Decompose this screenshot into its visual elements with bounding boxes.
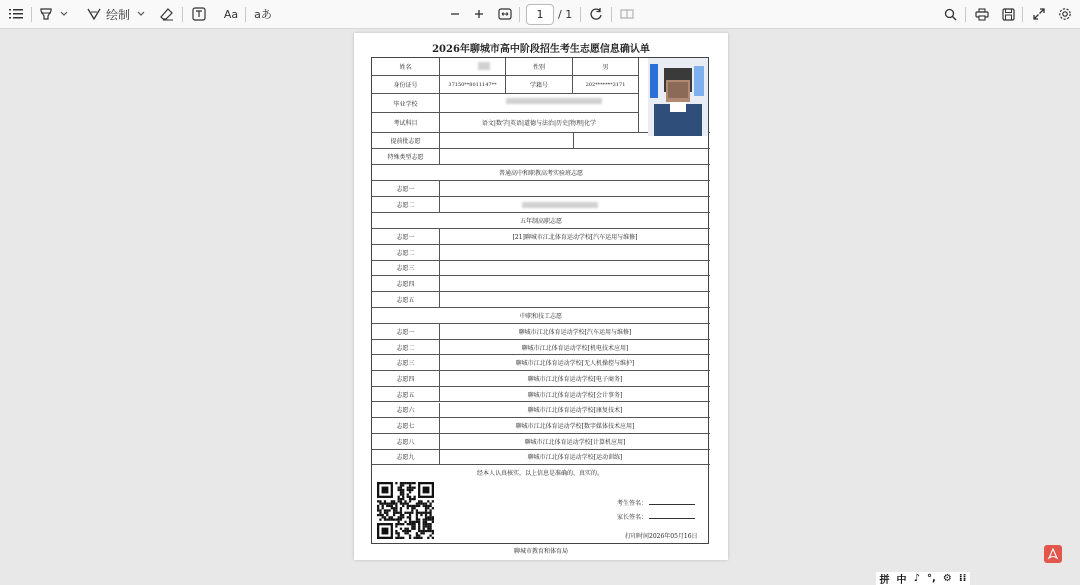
vocational-wish-label: 志愿三: [372, 355, 440, 371]
text-box-icon[interactable]: [191, 6, 207, 22]
settings-gear-icon[interactable]: [1057, 6, 1073, 22]
five-year-wish-label: 志愿三: [372, 261, 440, 277]
toolbar-divider: [31, 7, 32, 22]
ime-chinese-mode[interactable]: 中: [896, 575, 907, 585]
vocational-wish-label: 志愿二: [372, 340, 440, 356]
toolbar-divider: [519, 7, 520, 22]
vocational-wish-label: 志愿六: [372, 403, 440, 419]
vocational-wish-label: 志愿八: [372, 434, 440, 450]
school-label: 毕业学校: [372, 94, 440, 113]
name-label: 姓名: [372, 58, 440, 76]
page-number-input[interactable]: 1: [526, 4, 554, 25]
gender-label: 性别: [506, 58, 573, 76]
document-title: 2026年聊城市高中阶段招生考生志愿信息确认单: [432, 44, 650, 55]
five-year-wish-value: [440, 276, 710, 292]
five-year-wish-value: [440, 261, 710, 277]
redacted-school: [506, 98, 602, 104]
redacted-wish: [522, 202, 598, 208]
student-photo: [648, 58, 708, 136]
fit-page-icon[interactable]: [497, 6, 513, 22]
special-type-value: [440, 149, 710, 165]
vocational-wish-label: 志愿一: [372, 324, 440, 340]
redacted-name: [478, 62, 490, 70]
vocational-wish-value: 聊城市江北体育运动学校[电子商务]: [440, 371, 710, 387]
page-view-icon[interactable]: [619, 6, 635, 22]
toolbar-divider: [611, 7, 612, 22]
id-label: 身份证号: [372, 76, 440, 94]
vocational-wish-value: 聊城市江北体育运动学校[康复技术]: [440, 403, 710, 419]
vocational-wish-value: 聊城市江北体育运动学校[数字媒体技术应用]: [440, 418, 710, 434]
pdf-page: [354, 33, 728, 560]
vocational-wish-label: 志愿四: [372, 371, 440, 387]
zoom-in-icon[interactable]: [471, 6, 487, 22]
student-number-label: 学籍号: [506, 76, 573, 94]
vocational-wish-label: 志愿五: [372, 387, 440, 403]
print-icon[interactable]: [974, 6, 990, 22]
ime-punctuation-icon[interactable]: °,: [927, 573, 936, 584]
draw-button[interactable]: 绘制: [106, 7, 131, 22]
section-five-year-header: 五年制高职志愿: [372, 213, 710, 229]
print-time: 打印时间2026年05月16日: [625, 533, 698, 540]
vocational-wish-value: 聊城市江北体育运动学校[运动训练]: [440, 450, 710, 466]
ime-settings-icon[interactable]: ⚙: [942, 573, 952, 584]
gender-value: 男: [573, 58, 639, 76]
rotate-icon[interactable]: [588, 6, 604, 22]
student-signature: [617, 498, 695, 507]
ime-menu-icon[interactable]: ⁞⁞: [958, 573, 967, 584]
toolbar-divider: [1022, 7, 1023, 22]
qr-code: [377, 482, 434, 539]
highlight-dropdown-icon[interactable]: [58, 8, 70, 20]
five-year-wish-label: 志愿五: [372, 292, 440, 308]
parent-signature-label: 家长签名：: [617, 514, 648, 521]
toolbar-divider: [182, 7, 183, 22]
signature-line: [649, 499, 695, 505]
toolbar-divider: [580, 7, 581, 22]
five-year-wish-value: [21]聊城市江北体育运动学校[汽车运用与维修]: [440, 229, 710, 245]
save-icon[interactable]: [1000, 6, 1016, 22]
fullscreen-icon[interactable]: [1031, 6, 1047, 22]
vocational-wish-value: 聊城市江北体育运动学校[计算机应用]: [440, 434, 710, 450]
section-vocational-header: 中职和技工志愿: [372, 308, 710, 324]
vocational-wish-label: 志愿九: [372, 450, 440, 466]
highlight-icon[interactable]: [38, 6, 54, 22]
early-batch-value: [440, 133, 574, 149]
toolbar-divider: [965, 7, 966, 22]
section-general-header: 普通高中和职教高考实验班志愿: [372, 165, 710, 181]
id-value: 37150**8011147**: [440, 76, 506, 94]
translate-icon[interactable]: aあ: [254, 8, 272, 21]
five-year-wish-label: 志愿二: [372, 245, 440, 261]
subjects-value: 语文|数学|英语|道德与法治|历史|物理|化学: [440, 113, 639, 133]
special-type-label: 特殊类型志愿: [372, 149, 440, 165]
draw-icon[interactable]: [86, 6, 102, 22]
signature-line: [649, 513, 695, 519]
pdf-toolbar: [0, 0, 1080, 29]
issuer-name: 聊城市教育和体育局: [513, 548, 568, 555]
draw-dropdown-icon[interactable]: [135, 8, 147, 20]
parent-signature: [617, 512, 695, 521]
vocational-wish-value: 聊城市江北体育运动学校[会计事务]: [440, 387, 710, 403]
name-value: [440, 58, 506, 76]
five-year-wish-value: [440, 292, 710, 308]
student-number-value: 202*******3171: [573, 76, 639, 94]
vocational-wish-label: 志愿七: [372, 418, 440, 434]
general-wish-label: 志愿二: [372, 197, 440, 213]
ime-voice-icon[interactable]: ♪: [913, 573, 920, 584]
early-batch-label: 提前批志愿: [372, 133, 440, 149]
school-value: [440, 94, 639, 113]
read-aloud-icon[interactable]: Aa: [223, 7, 239, 21]
general-wish-label: 志愿一: [372, 181, 440, 197]
acrobat-icon[interactable]: [1044, 545, 1062, 563]
zoom-out-icon[interactable]: [447, 6, 463, 22]
vocational-wish-value: 聊城市江北体育运动学校[汽车运用与维修]: [440, 324, 710, 340]
student-signature-label: 考生签名：: [617, 500, 648, 507]
search-icon[interactable]: [942, 6, 958, 22]
contents-icon[interactable]: [8, 6, 24, 22]
five-year-wish-label: 志愿四: [372, 276, 440, 292]
five-year-wish-value: [440, 245, 710, 261]
eraser-icon[interactable]: [159, 6, 175, 22]
general-wish-value: [440, 181, 710, 197]
affirmation-text: 经本人认真核实，以上信息是准确的，真实的。: [476, 470, 603, 477]
subjects-label: 考试科目: [372, 113, 440, 133]
five-year-wish-label: 志愿一: [372, 229, 440, 245]
ime-toolbar: [876, 572, 970, 585]
toolbar-divider: [245, 7, 246, 22]
vocational-wish-value: 聊城市江北体育运动学校[无人机操控与维护]: [440, 355, 710, 371]
vocational-wish-value: 聊城市江北体育运动学校[机电技术应用]: [440, 340, 710, 356]
page-total: / 1: [558, 8, 573, 21]
ime-pinyin-icon[interactable]: 拼: [879, 575, 890, 585]
